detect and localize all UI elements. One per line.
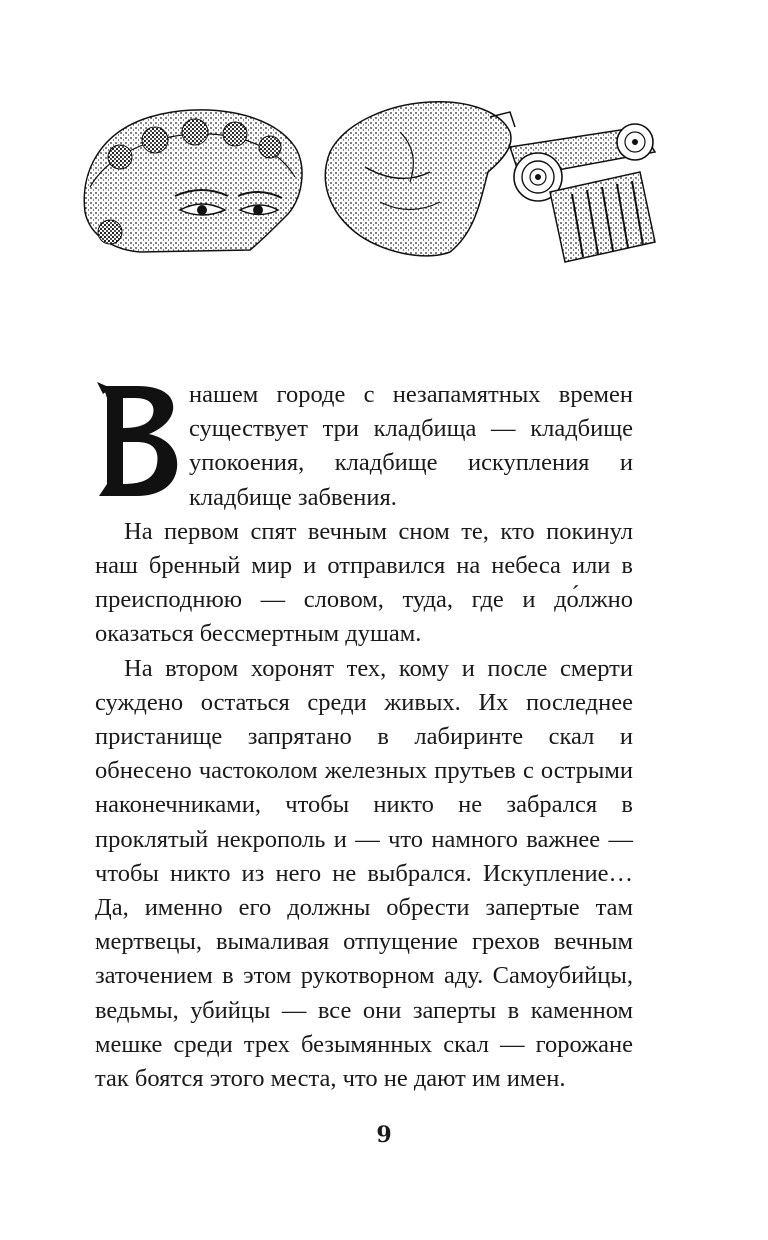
paragraph: На первом спят вечным сном те, кто покинул наш бренный мир и отправился на небеса или в преисподнюю — словом, туда, где и до́лжно оказаться бессмертным душам. <box>95 517 633 648</box>
paragraph: нашем городе с незапамятных времен существует три кладбища — кладбище упокоения, кладбище искупления и кладбище забвения. <box>189 381 633 511</box>
chapter-text <box>95 378 633 1096</box>
page-number: 9 <box>376 1122 392 1148</box>
ionic-capital-illustration <box>510 124 655 262</box>
drop-cap-letter <box>93 380 181 500</box>
paragraph: На втором хоронят тех, кому и после смерти суждено остаться среди живых. Их последнее пристанище запрятано в лабиринте скал и обнесено частоколом железных прутьев с острыми наконечниками, чтобы никто не забрался в проклятый некрополь и — что намного важнее — чтобы никто из него не выбрался. Искупление… Да, именно его должны обрести запертые там мертвецы, вымаливая отпущение грехов вечным заточением в этом рукотворном аду. Самоубийцы, ведьмы, убийцы — все они заперты в каменном мешке среди трех безымянных скал — горожане так боятся этого места, что не дают им имен. <box>95 654 633 1093</box>
statue-head-illustration <box>84 110 302 252</box>
torso-illustration <box>325 102 515 256</box>
header-illustration <box>80 92 660 267</box>
